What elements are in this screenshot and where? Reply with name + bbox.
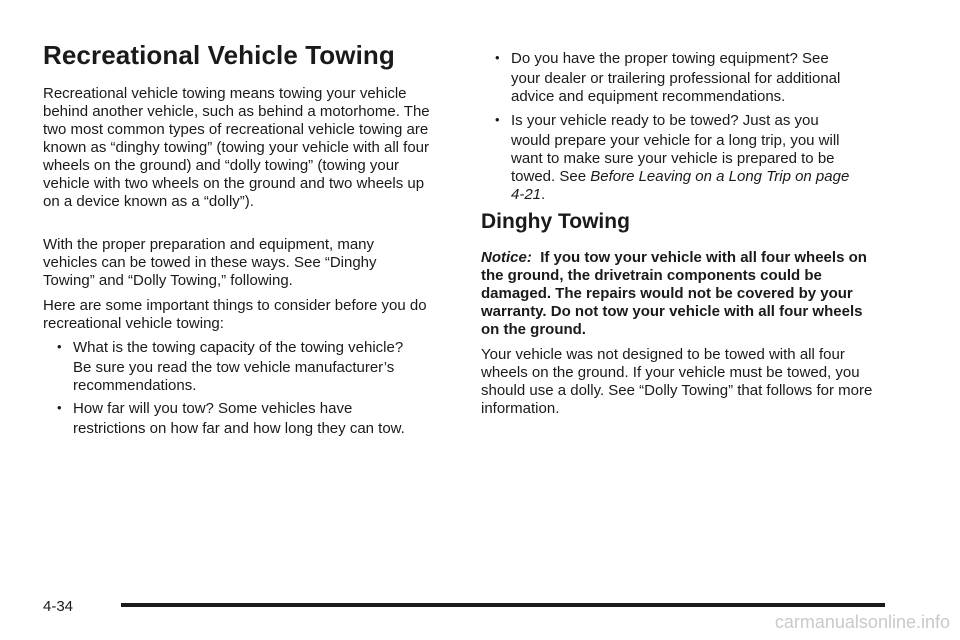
cross-reference-link[interactable]: Before Leaving on a Long Trip on page 4-21 — [511, 168, 850, 203]
bullet-first-line: Do you have the proper towing equipment? See — [511, 50, 829, 67]
dinghy-towing-heading: Dinghy Towing — [481, 210, 630, 233]
bullet-towing-equipment — [481, 52, 916, 106]
notice-label: Notice: — [481, 249, 532, 266]
bullet-text: restrictions on how far and how long they can tow. — [73, 420, 405, 437]
bullet-icon: • — [57, 400, 62, 415]
bullet-towing-capacity — [43, 341, 473, 395]
considerations-paragraph-block — [43, 297, 443, 333]
section-title: Recreational Vehicle Towing — [43, 40, 395, 70]
bullet-icon: • — [57, 339, 62, 354]
notice-text: If you tow your vehicle with all four wheels on the ground, the drivetrain components could be damaged. The repairs would not be covered by your warranty. Do not tow your vehicle with all four wheels on the ground. — [481, 249, 867, 338]
watermark: carmanualsonline.info — [774, 612, 950, 632]
bullet-tow-distance — [43, 402, 473, 438]
bullet-icon: • — [495, 50, 500, 65]
dinghy-paragraph-block — [481, 346, 886, 418]
page-number: 4-34 — [43, 598, 74, 615]
notice-paragraph — [481, 249, 881, 339]
bullet-text: Be sure you read the tow vehicle manufacturer’s recommendations. — [73, 359, 395, 394]
bullet-icon: • — [495, 112, 500, 127]
intro-paragraph: Recreational vehicle towing means towing your vehicle behind another vehicle, such as behind a motorhome. The two most common types of recreational vehicle towing are known as “dinghy towing” (towing your vehicle with all four wheels on the ground) and “dolly towing” (towing your vehicle with two wheels on the ground and two wheels up on a device known as a “dolly”). — [43, 85, 430, 210]
notice-block — [481, 249, 886, 339]
footer-rule — [121, 603, 885, 607]
bullet-text-end: . — [541, 186, 546, 203]
dinghy-heading-block — [481, 210, 886, 234]
bullet-first-line: What is the towing capacity of the towing vehicle? — [73, 339, 404, 356]
dinghy-paragraph: Your vehicle was not designed to be towed with all four wheels on the ground. If your vehicle must be towed, you should use a dolly. See “Dolly Towing” that follows for more information. — [481, 346, 873, 417]
considerations-paragraph: Here are some important things to consider before you do recreational vehicle towing: — [43, 297, 427, 332]
preparation-paragraph-block — [43, 236, 443, 290]
preparation-paragraph: With the proper preparation and equipment, many vehicles can be towed in these ways. See “Dinghy Towing” and “Dolly Towing,” following. — [43, 236, 377, 289]
bullet-vehicle-ready — [481, 114, 916, 204]
bullet-text-body: would prepare your vehicle for a long trip, you will want to make sure your vehicle is prepared to be towed. See — [511, 132, 840, 185]
intro-paragraph-block — [43, 85, 443, 211]
bullet-text — [511, 132, 861, 204]
bullet-first-line: Is your vehicle ready to be towed? Just as you — [511, 112, 819, 129]
bullet-text: your dealer or trailering professional for additional advice and equipment recommendations. — [511, 70, 841, 105]
bullet-first-line: How far will you tow? Some vehicles have — [73, 400, 353, 417]
